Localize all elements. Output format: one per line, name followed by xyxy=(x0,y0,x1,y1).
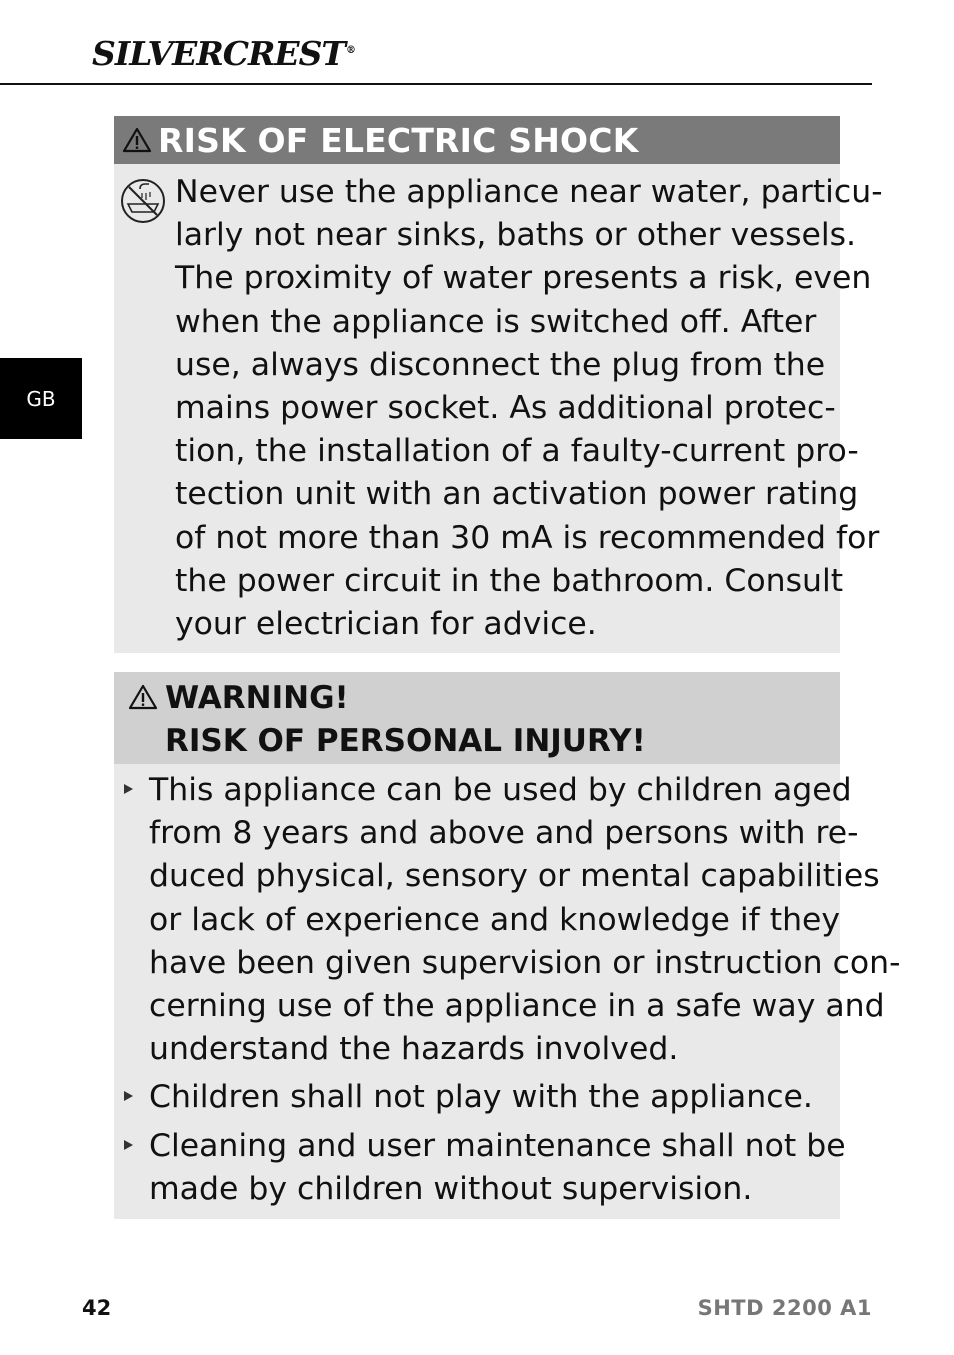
list-item: This appliance can be used by children aged from 8 years and above and persons with re- duced physical, sensory or mental capabilities or lack of experience and knowledge if they have been given supervision or instruction con- cerning use of the appliance in a safe way and understand the hazards involved. xyxy=(114,769,840,1071)
personal-injury-list xyxy=(114,769,901,1216)
language-tab xyxy=(0,358,82,439)
personal-injury-title-line1: WARNING! xyxy=(165,680,349,716)
header-divider xyxy=(0,83,872,85)
bullet-arrow-icon xyxy=(124,784,133,794)
page-number: 42 xyxy=(82,1296,112,1320)
electric-shock-text: Never use the appliance near water, particu- larly not near sinks, baths or other vessels. The proximity of water presents a risk, even when the appliance is switched off. After use, always disconnect the plug from the mains power socket. As additional protec- tion, the installation of a faulty-current pro- tection unit with an activation power rating of not more than 30 mA is recommended for the power circuit in the bathroom. Consult your electrician for advice. xyxy=(175,174,883,643)
electric-shock-title-bar xyxy=(114,116,840,164)
bullet-arrow-icon xyxy=(124,1140,133,1150)
model-code: SHTD 2200 A1 xyxy=(697,1296,872,1320)
no-water-bath-icon xyxy=(120,178,166,224)
warning-triangle-icon xyxy=(128,684,158,710)
list-item: Children shall not play with the appliance. xyxy=(114,1076,840,1119)
electric-shock-section xyxy=(114,116,883,653)
electric-shock-title: RISK OF ELECTRIC SHOCK xyxy=(158,120,639,160)
personal-injury-title-line2: RISK OF PERSONAL INJURY! xyxy=(165,723,646,759)
personal-injury-section xyxy=(114,672,901,1219)
brand-logo: SILVERCREST® xyxy=(92,34,355,73)
warning-triangle-icon xyxy=(122,127,152,153)
personal-injury-title-bar xyxy=(114,672,840,764)
language-tab-label: GB xyxy=(26,386,56,411)
list-item: Cleaning and user maintenance shall not be made by children without supervision. xyxy=(114,1125,840,1211)
bullet-arrow-icon xyxy=(124,1091,133,1101)
